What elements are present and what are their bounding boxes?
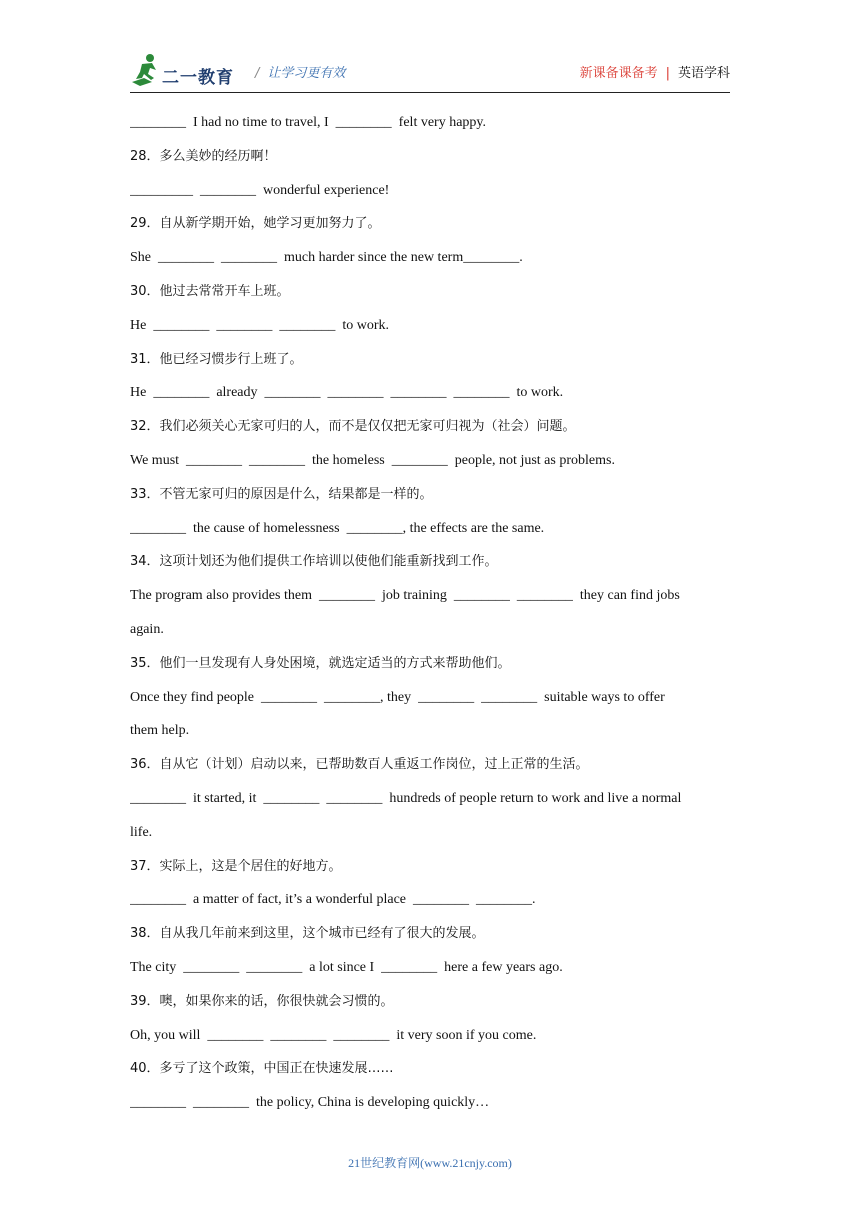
question-prompt: 38．自从我几年前来到这里，这个城市已经有了很大的发展。	[130, 926, 485, 942]
header-tags	[580, 62, 730, 81]
answer-line: Oh, you will ________ ________ ________ it very soon if you come.	[130, 1027, 537, 1043]
question-prompt: 28．多么美妙的经历啊！	[130, 148, 277, 164]
question-prompt: 40．多亏了这个政策，中国正在快速发展……	[130, 1061, 394, 1077]
question-prompt: 35．他们一旦发现有人身处困境，就选定适当的方式来帮助他们。	[130, 655, 511, 671]
slogan-text: 让学习更有效	[267, 66, 346, 81]
answer-line: The program also provides them ________ job training ________ ________ they can find jobs	[130, 588, 680, 604]
question-prompt: 30．他过去常常开车上班。	[130, 283, 290, 299]
page-footer: 21世纪教育网(www.21cnjy.com)	[348, 1156, 512, 1170]
tag-separator: |	[665, 66, 670, 81]
exercise-content	[130, 106, 730, 1120]
question-prompt: 36．自从它（计划）启动以来，已帮助数百人重返工作岗位，过上正常的生活。	[130, 757, 589, 773]
question-prompt: 29．自从新学期开始，她学习更加努力了。	[130, 216, 381, 232]
answer-line: Once they find people ________ ________, they ________ ________ suitable ways to offer	[130, 689, 665, 705]
logo	[130, 52, 240, 88]
answer-line: The city ________ ________ a lot since I ________ here a few years ago.	[130, 959, 563, 975]
answer-line: We must ________ ________ the homeless ________ people, not just as problems.	[130, 452, 615, 468]
answer-line: ________ it started, it ________ ________ hundreds of people return to work and live a normal	[130, 790, 682, 806]
slogan	[255, 62, 345, 81]
answer-line: He ________ already ________ ________ ________ ________ to work.	[130, 385, 564, 401]
answer-line: ________ the cause of homelessness ________, the effects are the same.	[130, 520, 545, 536]
answer-line: life.	[130, 824, 153, 840]
answer-line: ________ ________ the policy, China is developing quickly…	[130, 1095, 490, 1111]
question-prompt: 32．我们必须关心无家可归的人，而不是仅仅把无家可归视为（社会）问题。	[130, 419, 576, 435]
tag-subject: 英语学科	[677, 66, 730, 81]
answer-line: again.	[130, 621, 164, 637]
answer-line: ________ a matter of fact, it’s a wonderful place ________ ________.	[130, 892, 536, 908]
runner-logo-icon	[130, 52, 164, 88]
header-divider	[130, 92, 730, 93]
question-prompt: 34．这项计划还为他们提供工作培训以使他们能重新找到工作。	[130, 554, 498, 570]
answer-line: ________ I had no time to travel, I ________ felt very happy.	[130, 115, 487, 130]
logo-text: 二一教育	[162, 68, 234, 88]
question-prompt: 31．他已经习惯步行上班了。	[130, 351, 303, 367]
answer-line: _________ ________ wonderful experience!	[130, 182, 390, 198]
page-header	[130, 52, 730, 88]
answer-line: She ________ ________ much harder since the new term________.	[130, 250, 523, 266]
answer-line: He ________ ________ ________ to work.	[130, 317, 389, 333]
tag-course-prep: 新课备课备考	[579, 66, 658, 81]
question-prompt: 39．噢，如果你来的话，你很快就会习惯的。	[130, 993, 394, 1009]
question-prompt: 37．实际上，这是个居住的好地方。	[130, 858, 342, 874]
slash-divider: /	[255, 66, 260, 81]
answer-line: them help.	[130, 723, 190, 739]
question-prompt: 33．不管无家可归的原因是什么，结果都是一样的。	[130, 486, 433, 502]
